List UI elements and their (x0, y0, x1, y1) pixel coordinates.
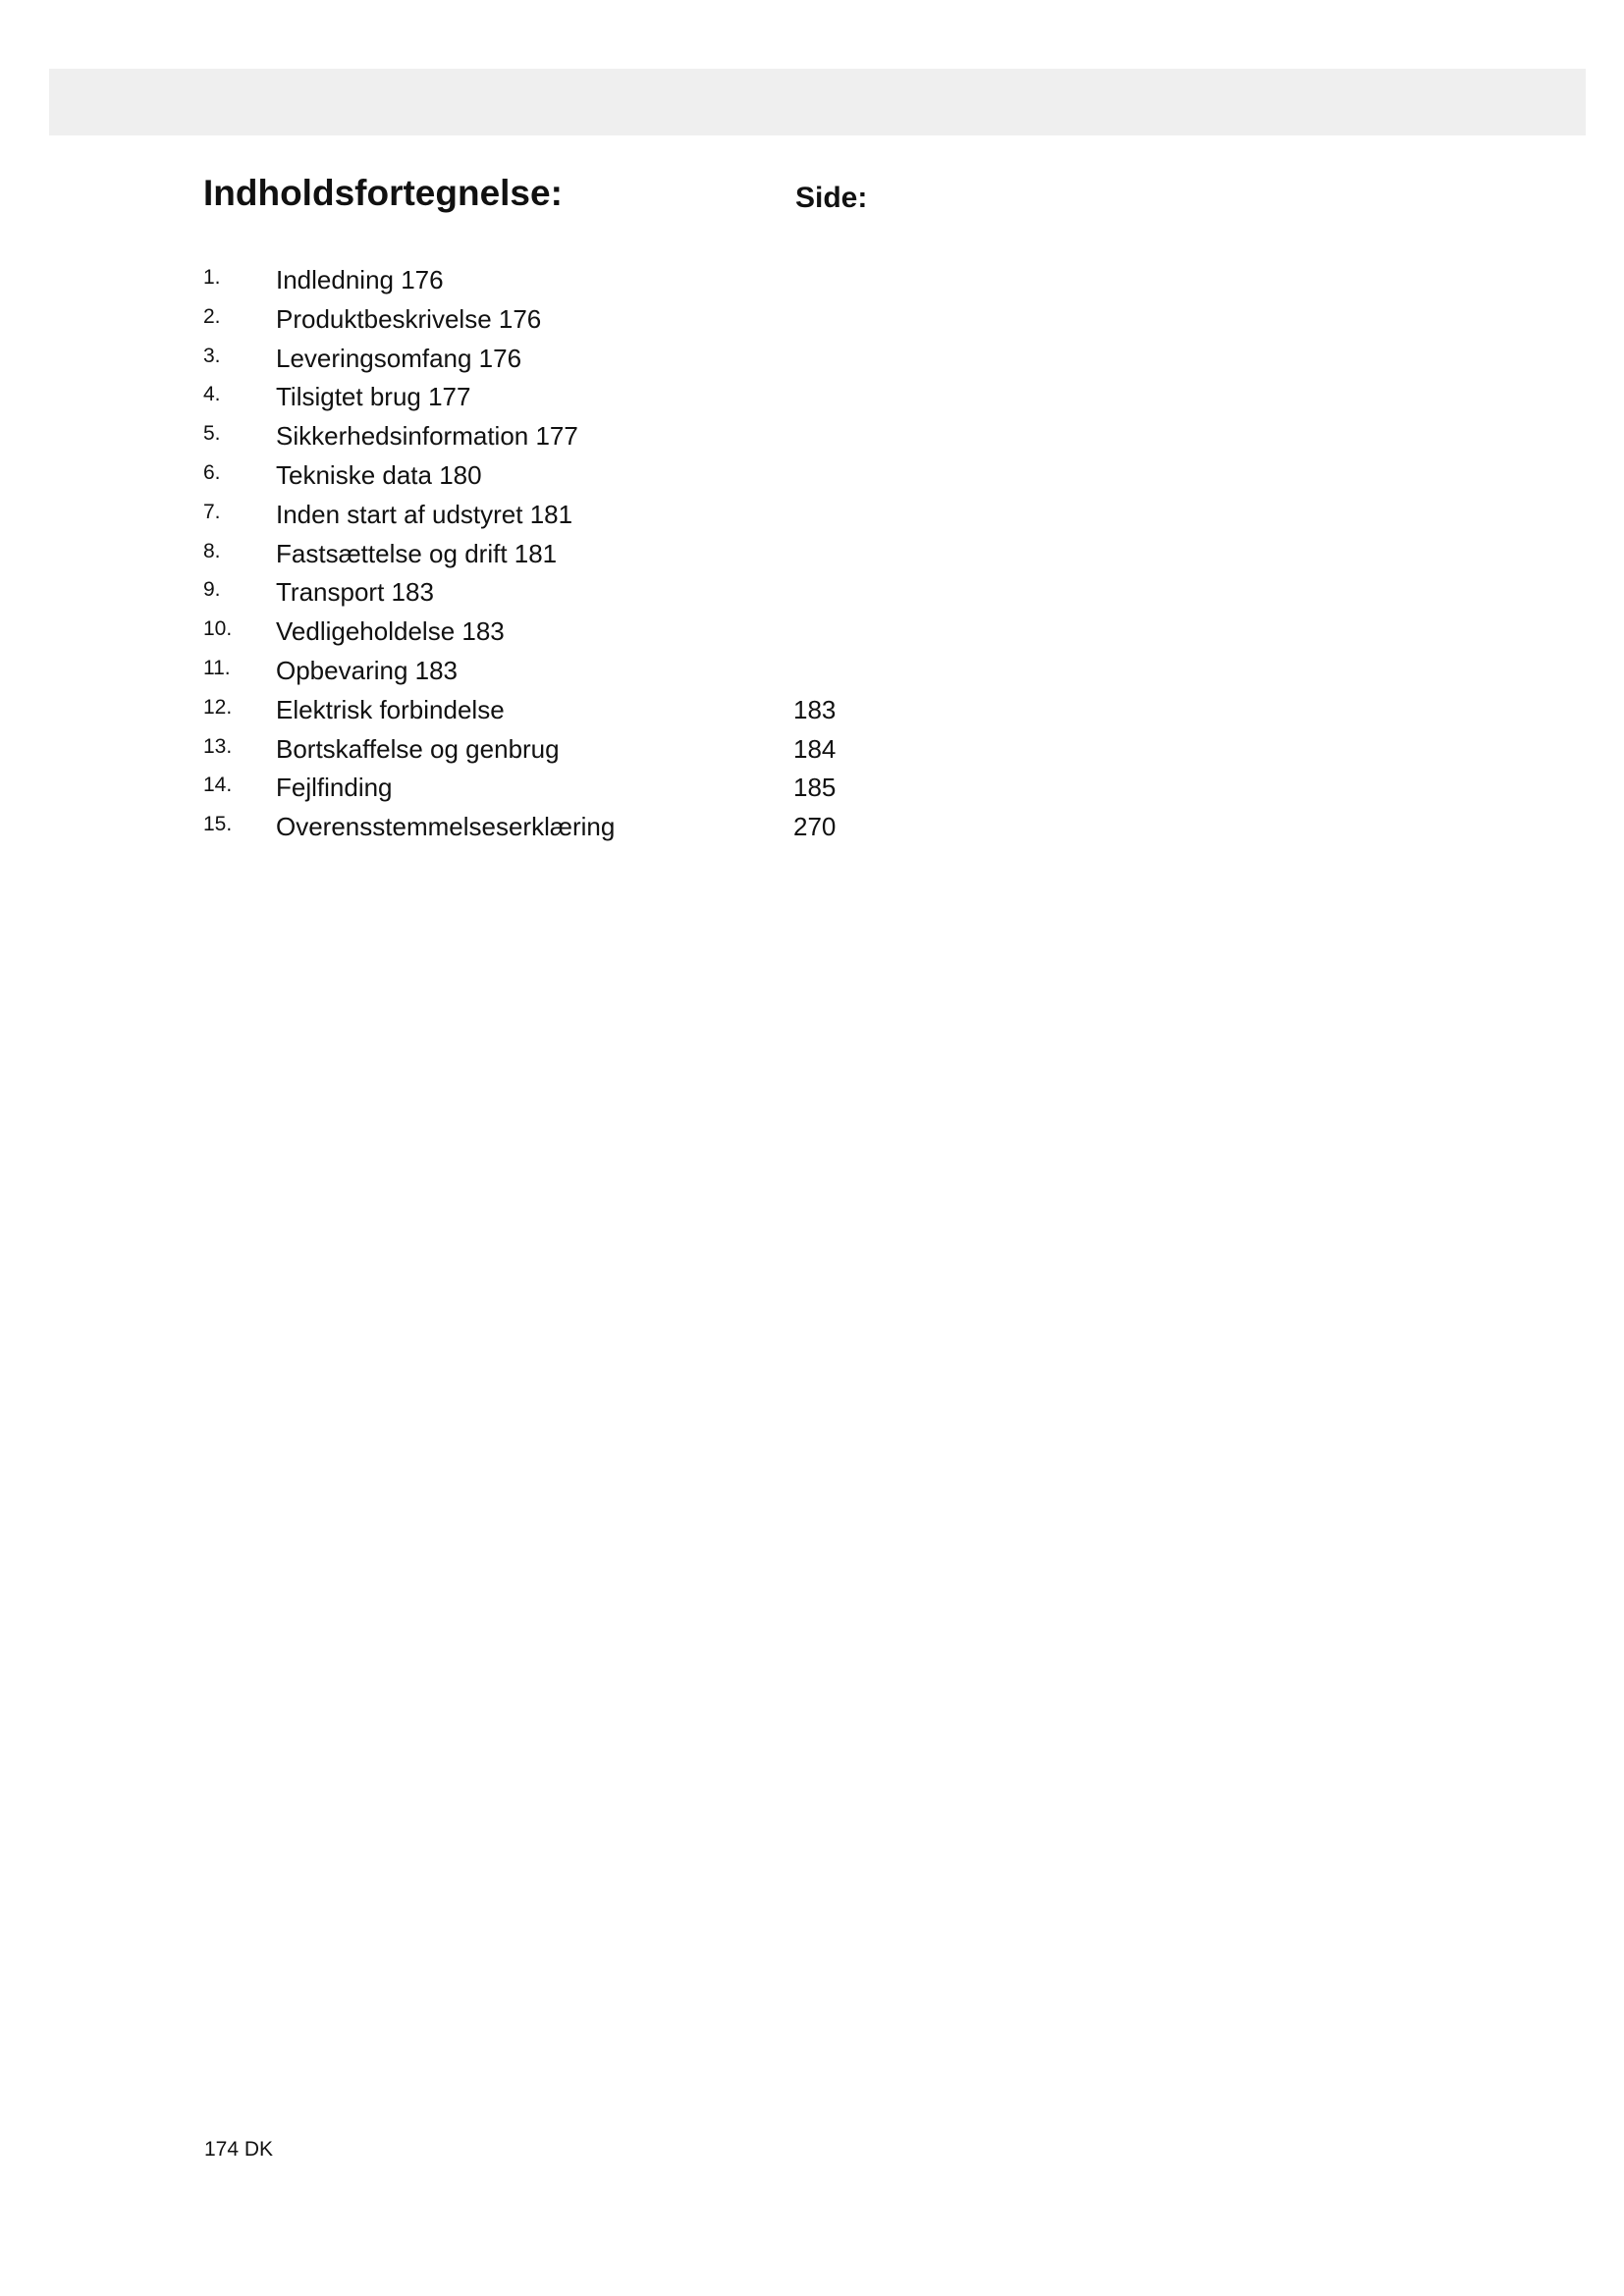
toc-entry[interactable] (203, 693, 989, 732)
toc-entry[interactable] (203, 771, 989, 810)
toc-entry[interactable] (203, 498, 989, 537)
toc-entry-number: 14. (203, 774, 233, 797)
toc-entry[interactable] (203, 302, 989, 342)
header-bar (49, 69, 1586, 135)
toc-entry[interactable] (203, 810, 989, 849)
toc-entry-label: Vedligeholdelse 183 (276, 616, 505, 647)
toc-entry-page: 183 (793, 694, 837, 724)
toc-entry-number: 5. (203, 422, 221, 446)
toc-list (203, 263, 989, 849)
toc-entry-label: Overensstemmelseserklæring (276, 812, 616, 842)
toc-entry-label: Fejlfinding (276, 773, 393, 803)
toc-entry[interactable] (203, 419, 989, 458)
toc-entry-number: 7. (203, 500, 221, 523)
toc-entry-label: Elektrisk forbindelse (276, 694, 505, 724)
toc-entry-page: 184 (793, 733, 837, 764)
toc-entry[interactable] (203, 732, 989, 772)
toc-entry-label: Tilsigtet brug 177 (276, 382, 471, 412)
toc-entry[interactable] (203, 575, 989, 614)
toc-entry-label: Opbevaring 183 (276, 655, 459, 685)
toc-entry-label: Transport 183 (276, 577, 434, 608)
page-column-heading: Side: (795, 182, 868, 214)
toc-entry-page: 270 (793, 812, 837, 842)
toc-entry-number: 10. (203, 617, 233, 641)
toc-entry-label: Produktbeskrivelse 176 (276, 303, 542, 334)
toc-entry-label: Indledning 176 (276, 265, 444, 294)
toc-entry-label: Bortskaffelse og genbrug (276, 733, 560, 764)
toc-entry-label: Inden start af udstyret 181 (276, 499, 573, 529)
toc-entry-number: 9. (203, 578, 221, 602)
toc-entry[interactable] (203, 458, 989, 498)
toc-entry-number: 15. (203, 813, 233, 836)
toc-entry-label: Sikkerhedsinformation 177 (276, 421, 578, 452)
toc-entry[interactable] (203, 380, 989, 419)
toc-title: Indholdsfortegnelse: (203, 173, 563, 213)
toc-entry-number: 11. (203, 656, 231, 679)
toc-entry-number: 8. (203, 539, 221, 562)
toc-entry-number: 3. (203, 344, 221, 367)
toc-entry[interactable] (203, 342, 989, 381)
toc-entry-page: 185 (793, 773, 837, 803)
toc-entry-label: Tekniske data 180 (276, 459, 482, 490)
toc-entry[interactable] (203, 537, 989, 576)
toc-entry-label: Leveringsomfang 176 (276, 343, 522, 373)
toc-entry-number: 1. (203, 266, 221, 289)
footer-page-number: 174 DK (204, 2138, 274, 2161)
toc-entry-number: 12. (203, 695, 233, 719)
toc-entry-number: 6. (203, 460, 221, 484)
toc-entry[interactable] (203, 614, 989, 654)
toc-entry-number: 2. (203, 304, 221, 328)
toc-entry-number: 4. (203, 383, 221, 406)
toc-entry[interactable] (203, 654, 989, 693)
toc-entry-label: Fastsættelse og drift 181 (276, 538, 558, 568)
toc-entry-number: 13. (203, 734, 233, 758)
toc-entry[interactable] (203, 263, 989, 302)
